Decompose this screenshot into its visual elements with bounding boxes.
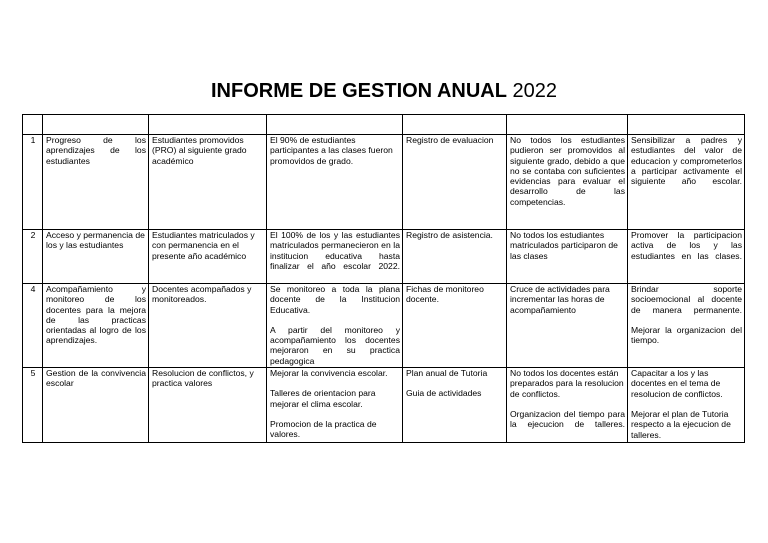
table-row [23,284,745,368]
indicator-cell: Acceso y permanencia de los y las estudiantes [43,230,149,284]
proposal-cell [628,284,745,368]
difficulty-cell: Cruce de actividades para incrementar las horas de acompañamiento [507,284,628,368]
difficulty-paragraph: Organizacion del tiempo para la ejecucion de talleres. [510,408,625,430]
achievement-paragraph: Promocion de la practica de valores. [270,418,377,440]
evidence-paragraph: Guia de actividades [406,388,482,399]
proposal-cell: Promover la participacion activa de los y las estudiantes en las clases. [628,230,745,284]
proposal-cell [628,368,745,443]
proposal-paragraph: Brindar soporte socioemocional al docente de manera permanente. [631,284,742,315]
evidence-cell: Registro de asistencia. [403,230,507,284]
header-cell [507,115,628,135]
achievement-paragraph: A partir del monitoreo y acompañamiento los docentes mejoraron en su practica pedagogica [270,324,400,366]
result-cell: Resolucion de conflictos, y practica valores [149,368,267,443]
title-year: 2022 [512,80,557,102]
difficulty-paragraph: No todos los docentes están preparados para la resolucion de conflictos. [510,368,624,399]
table-row [23,230,745,284]
proposal-cell: Sensibilizar a padres y estudiantes del valor de educacion y comprometerlos a participar activamente el siguiente año escolar. [628,135,745,230]
table-row [23,368,745,443]
difficulty-cell: No todos los estudiantes pudieron ser promovidos al siguiente grado, debido a que no se contaba con suficientes evidencias para evaluar el desarrollo de las competencias. [507,135,628,230]
result-cell: Estudiantes matriculados y con permanencia en el presente año académico [149,230,267,284]
achievement-cell: El 90% de estudiantes participantes a las clases fueron promovidos de grado. [267,135,403,230]
header-cell [23,115,43,135]
achievement-paragraph: Mejorar la convivencia escolar. [270,368,388,379]
indicator-cell: Gestion de la convivencia escolar [43,368,149,443]
achievement-paragraph: Talleres de orientacion para mejorar el clima escolar. [270,388,376,409]
row-number: 5 [23,368,43,443]
header-cell [43,115,149,135]
achievement-paragraph: Se monitoreo a toda la plana docente de la Institucion Educativa. [270,284,400,315]
row-number: 4 [23,284,43,368]
header-row [23,115,745,135]
evidence-cell: Fichas de monitoreo docente. [403,284,507,368]
proposal-paragraph: Mejorar el plan de Tutoria respecto a la ejecucion de talleres. [631,408,731,440]
proposal-paragraph: Mejorar la organizacion del tiempo. [631,324,742,346]
evidence-cell: Registro de evaluacion [403,135,507,230]
result-cell: Docentes acompañados y monitoreados. [149,284,267,368]
report-table [22,114,745,443]
achievement-cell [267,284,403,368]
row-number: 1 [23,135,43,230]
indicator-cell: Acompañamiento y monitoreo de los docentes para la mejora de las practicas orientadas al logro de los aprendizajes. [43,284,149,368]
result-cell: Estudiantes promovidos (PRO) al siguiente grado académico [149,135,267,230]
page-title [0,79,768,103]
evidence-paragraph: Plan anual de Tutoria [406,368,488,379]
header-cell [149,115,267,135]
achievement-cell: El 100% de los y las estudiantes matriculados permanecieron en la institucion educativa hasta finalizar el año escolar 2022. [267,230,403,284]
indicator-cell: Progreso de los aprendizajes de los estudiantes [43,135,149,230]
difficulty-cell [507,368,628,443]
table-row [23,135,745,230]
header-cell [628,115,745,135]
row-number: 2 [23,230,43,284]
header-cell [403,115,507,135]
header-cell [267,115,403,135]
achievement-cell [267,368,403,443]
evidence-cell [403,368,507,443]
difficulty-cell: No todos los estudiantes matriculados participaron de las clases [507,230,628,284]
proposal-paragraph: Capacitar a los y las docentes en el tema de resolucion de conflictos. [631,368,723,399]
title-main: INFORME DE GESTION ANUAL [211,80,507,102]
